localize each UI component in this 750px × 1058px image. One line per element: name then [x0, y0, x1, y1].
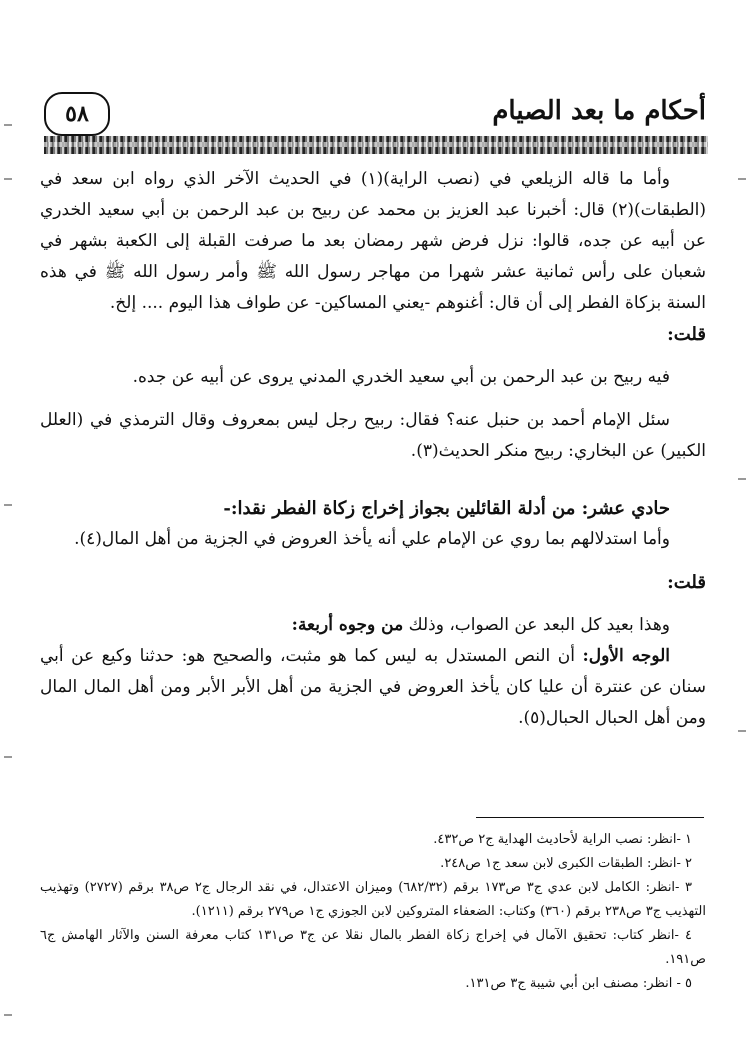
- scan-mark: [4, 178, 12, 180]
- footnote-1: ١ -انظر: نصب الراية لأحاديث الهداية ج٢ ص٤٣٢.: [433, 832, 692, 847]
- paragraph-zaylai: وأما ما قاله الزيلعي في (نصب الراية)(١) في الحديث الآخر الذي رواه ابن سعد في (الطبقات)(٢) قال: أخبرنا عبد العزيز بن محمد عن ربيح بن عبد الرحمن بن أبي سعيد الخدري عن أبيه عن جده، قالوا: نزل فرض شهر رمضان بعد ما صرفت القبلة إلى الكعبة بشهر في شعبان على رأس ثمانية عشر شهرا من مهاجر رسول الله ﷺ وأمر رسول الله ﷺ في هذه السنة بزكاة الفطر إلى أن قال: أغنوهم -يعني المساكين- عن طواف هذا اليوم .... إلخ.: [40, 169, 706, 313]
- spacer: [40, 393, 706, 405]
- qult-label-1: قلت:: [667, 324, 706, 345]
- paragraph-ahmad: سئل الإمام أحمد بن حنبل عنه؟ فقال: ربيح رجل ليس بمعروف وقال الترمذي في (العلل الكبير) عن البخاري: ربيح منكر الحديث(٣).: [40, 410, 706, 461]
- scan-mark: [4, 504, 12, 506]
- scan-mark: [4, 756, 12, 758]
- paragraph-ali: وأما استدلالهم بما روي عن الإمام علي أنه يأخذ العروض في الجزية من أهل المال(٤).: [74, 529, 670, 549]
- text-bold: الوجه الأول:: [582, 646, 670, 666]
- page-number-badge: [44, 92, 110, 136]
- scan-mark: [738, 730, 746, 732]
- footnote-3: ٣ -انظر: الكامل لابن عدي ج٣ ص١٧٣ برقم (٦٨٢/٣٢) وميزان الاعتدال، في نقد الرجال ج٢ ص٣٨ برقم (٢٧٢٧) وتهذيب التهذيب ج٣ ص٢٣٨ برقم (٣٦٠) وكتاب: الضعفاء المتروكين لابن الجوزي ج١ ص٢٧٩ برقم (١٢١١).: [40, 880, 706, 919]
- spacer: [40, 555, 706, 567]
- scan-mark: [4, 1014, 12, 1016]
- spacer: [40, 350, 706, 362]
- header-decorative-band: [44, 136, 708, 154]
- main-text: [40, 164, 706, 734]
- paragraph-four-aspects: [40, 610, 706, 641]
- qult-label-2: قلت:: [667, 572, 706, 593]
- spacer: [40, 467, 706, 493]
- paragraph-rubayh: فيه ربيح بن عبد الرحمن بن أبي سعيد الخدري المدني يروى عن أبيه عن جده.: [132, 367, 670, 387]
- footnote-5: ٥ - انظر: مصنف ابن أبي شيبة ج٣ ص١٣١.: [465, 976, 692, 991]
- running-title: أحكام ما بعد الصيام: [492, 96, 706, 126]
- footnote-separator: [476, 817, 704, 818]
- footnotes: [40, 828, 706, 996]
- section-heading: حادي عشر: من أدلة القائلين بجواز إخراج زكاة الفطر نقدا:-: [223, 498, 670, 519]
- spacer: [40, 598, 706, 610]
- footnote-4: ٤ -انظر كتاب: تحقيق الآمال في إخراج زكاة الفطر بالمال نقلا عن ج٣ ص١٣١ كتاب معرفة السنن والآثار الهامش ج٦ ص١٩١.: [40, 928, 706, 967]
- scan-mark: [738, 178, 746, 180]
- text: وهذا بعيد كل البعد عن الصواب، وذلك: [403, 615, 670, 635]
- text-bold: من وجوه أربعة:: [291, 615, 404, 635]
- text: أن النص المستدل به ليس كما هو مثبت، والصحيح هو: حدثنا وكيع عن أبي سنان عن عنترة أن عليا كان يأخذ العروض في الجزية من أهل الأبر الأبر ومن أهل المال المال ومن أهل الحبال الحبال(٥).: [40, 646, 706, 728]
- scan-mark: [738, 478, 746, 480]
- footnote-2: ٢ -انظر: الطبقات الكبرى لابن سعد ج١ ص٢٤٨.: [440, 856, 692, 871]
- scan-mark: [4, 124, 12, 126]
- paragraph-first-aspect: [40, 641, 706, 734]
- page-number: ٥٨: [65, 101, 89, 127]
